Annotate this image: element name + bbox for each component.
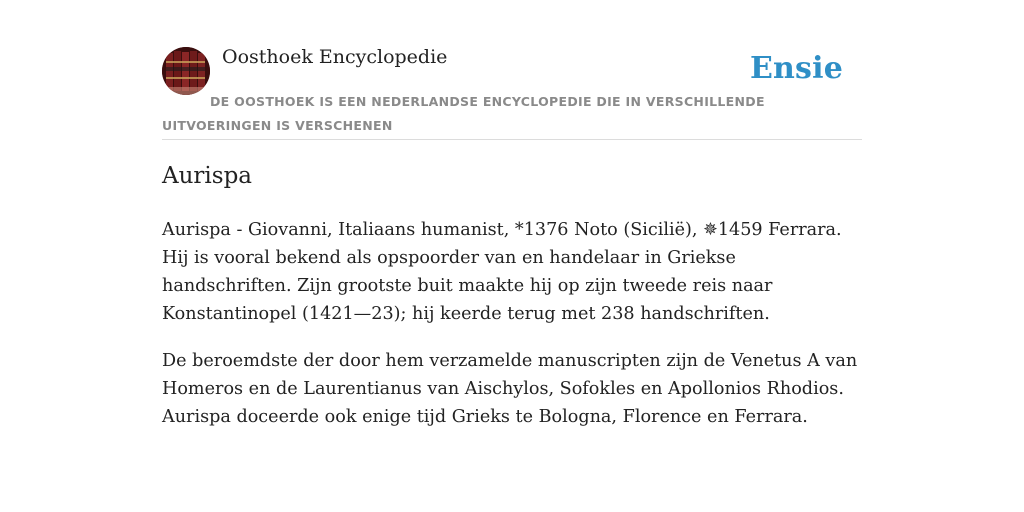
- article-title: Aurispa: [162, 163, 253, 189]
- site-header: [162, 0, 862, 140]
- article-paragraph: De beroemdste der door hem verzamelde manuscripten zijn de Venetus A van Homeros en de Laurentianus van Aischylos, Sofokles en Apollonios Rhodios. Aurispa doceerde ook enige tijd Grieks te Bologna, Florence en Ferrara.: [162, 351, 858, 427]
- site-name[interactable]: Oosthoek Encyclopedie: [222, 46, 448, 68]
- brand-logo-link[interactable]: Ensie: [749, 51, 843, 86]
- site-tagline: DE OOSTHOEK IS EEN NEDERLANDSE ENCYCLOPEDIE DIE IN VERSCHILLENDE UITVOERINGEN IS VERSCHENEN: [162, 94, 765, 133]
- encyclopedia-books-icon[interactable]: [162, 47, 210, 95]
- article-paragraph: Aurispa - Giovanni, Italiaans humanist, *1376 Noto (Sicilië), ✵1459 Ferrara. Hij is vooral bekend als opspoorder van en handelaar in Griekse handschriften. Zijn grootste buit maakte hij op zijn tweede reis naar Konstantinopel (1421—23); hij keerde terug met 238 handschriften.: [162, 220, 842, 324]
- page-container: [162, 0, 862, 427]
